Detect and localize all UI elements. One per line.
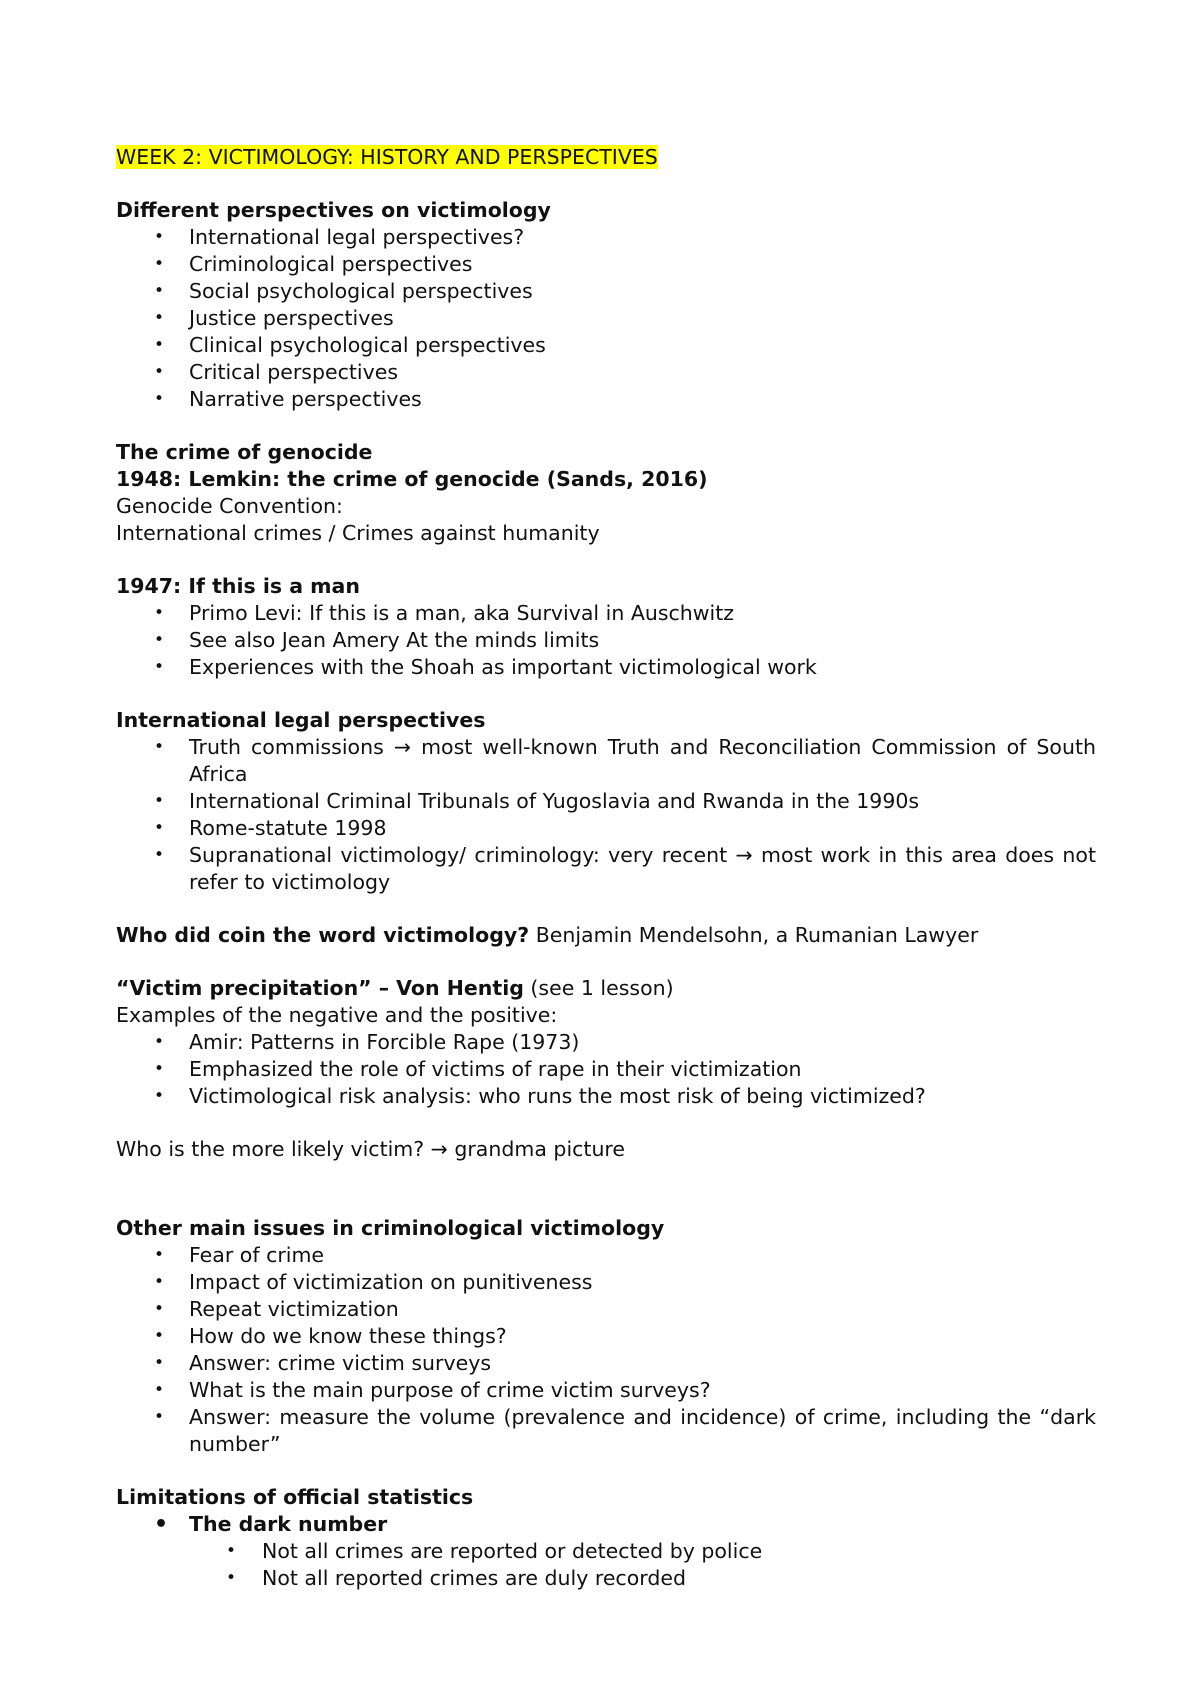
list-item: • The dark number [116,1511,1096,1538]
sub-list-item: • Not all crimes are reported or detected by police [116,1538,1096,1565]
likely-victim-line: Who is the more likely victim? → grandma picture [116,1137,626,1161]
legal-list [116,734,1096,896]
list-item: • Answer: measure the volume (prevalence and incidence) of crime, including the “dark number” [116,1404,1096,1458]
list-item: • International legal perspectives? [116,224,1096,251]
list-item: • Narrative perspectives [116,386,1096,413]
list-item: • Emphasized the role of victims of rape in their victimization [116,1056,1096,1083]
list-item: • Fear of crime [116,1242,1096,1269]
list-item: • Criminological perspectives [116,251,1096,278]
section-heading-legal: International legal perspectives [116,708,486,732]
precipitation-note: (see 1 lesson) [523,976,674,1000]
precipitation-heading-line [116,975,1096,1002]
list-item: • Truth commissions → most well-known Truth and Reconciliation Commission of South Africa [116,734,1096,788]
list-item: • Answer: crime victim surveys [116,1350,1096,1377]
list-item: • Clinical psychological perspectives [116,332,1096,359]
limitations-list [116,1511,1096,1538]
list-item: • Victimological risk analysis: who runs the most risk of being victimized? [116,1083,1096,1110]
precipitation-intro: Examples of the negative and the positive: [116,1003,558,1027]
list-item: • Experiences with the Shoah as important victimological work [116,654,1096,681]
list-item: • Primo Levi: If this is a man, aka Survival in Auschwitz [116,600,1096,627]
list-item: • What is the main purpose of crime victim surveys? [116,1377,1096,1404]
document-content [116,144,1096,1592]
list-item: • Supranational victimology/ criminology: very recent → most work in this area does not refer to victimology [116,842,1096,896]
perspectives-list [116,224,1096,413]
page-title: WEEK 2: VICTIMOLOGY: HISTORY AND PERSPECTIVES [116,145,658,169]
list-item: • Justice perspectives [116,305,1096,332]
genocide-subheading: 1948: Lemkin: the crime of genocide (Sands, 2016) [116,467,708,491]
section-heading-issues: Other main issues in criminological victimology [116,1216,665,1240]
coin-line [116,922,1096,949]
section-heading-genocide: The crime of genocide [116,440,373,464]
section-heading-limitations: Limitations of official statistics [116,1485,474,1509]
list-item: • How do we know these things? [116,1323,1096,1350]
issues-list [116,1242,1096,1458]
list-item: • Impact of victimization on punitiveness [116,1269,1096,1296]
precipitation-list [116,1029,1096,1110]
list-item: • International Criminal Tribunals of Yugoslavia and Rwanda in the 1990s [116,788,1096,815]
limitations-sublist [116,1538,1096,1592]
list-item: • Amir: Patterns in Forcible Rape (1973) [116,1029,1096,1056]
list-item: • See also Jean Amery At the minds limits [116,627,1096,654]
precipitation-heading: “Victim precipitation” – Von Hentig [116,976,524,1000]
genocide-line: International crimes / Crimes against humanity [116,521,600,545]
list-item: • Critical perspectives [116,359,1096,386]
list-item: • Social psychological perspectives [116,278,1096,305]
list-item: • Rome-statute 1998 [116,815,1096,842]
coin-question: Who did coin the word victimology? [116,923,530,947]
sub-list-item: • Not all reported crimes are duly recorded [116,1565,1096,1592]
genocide-line: Genocide Convention: [116,494,343,518]
section-heading-if-this-is-a-man: 1947: If this is a man [116,574,360,598]
list-item: • Repeat victimization [116,1296,1096,1323]
section-heading-perspectives: Different perspectives on victimology [116,198,551,222]
coin-answer: Benjamin Mendelsohn, a Rumanian Lawyer [529,923,979,947]
if-this-is-a-man-list [116,600,1096,681]
